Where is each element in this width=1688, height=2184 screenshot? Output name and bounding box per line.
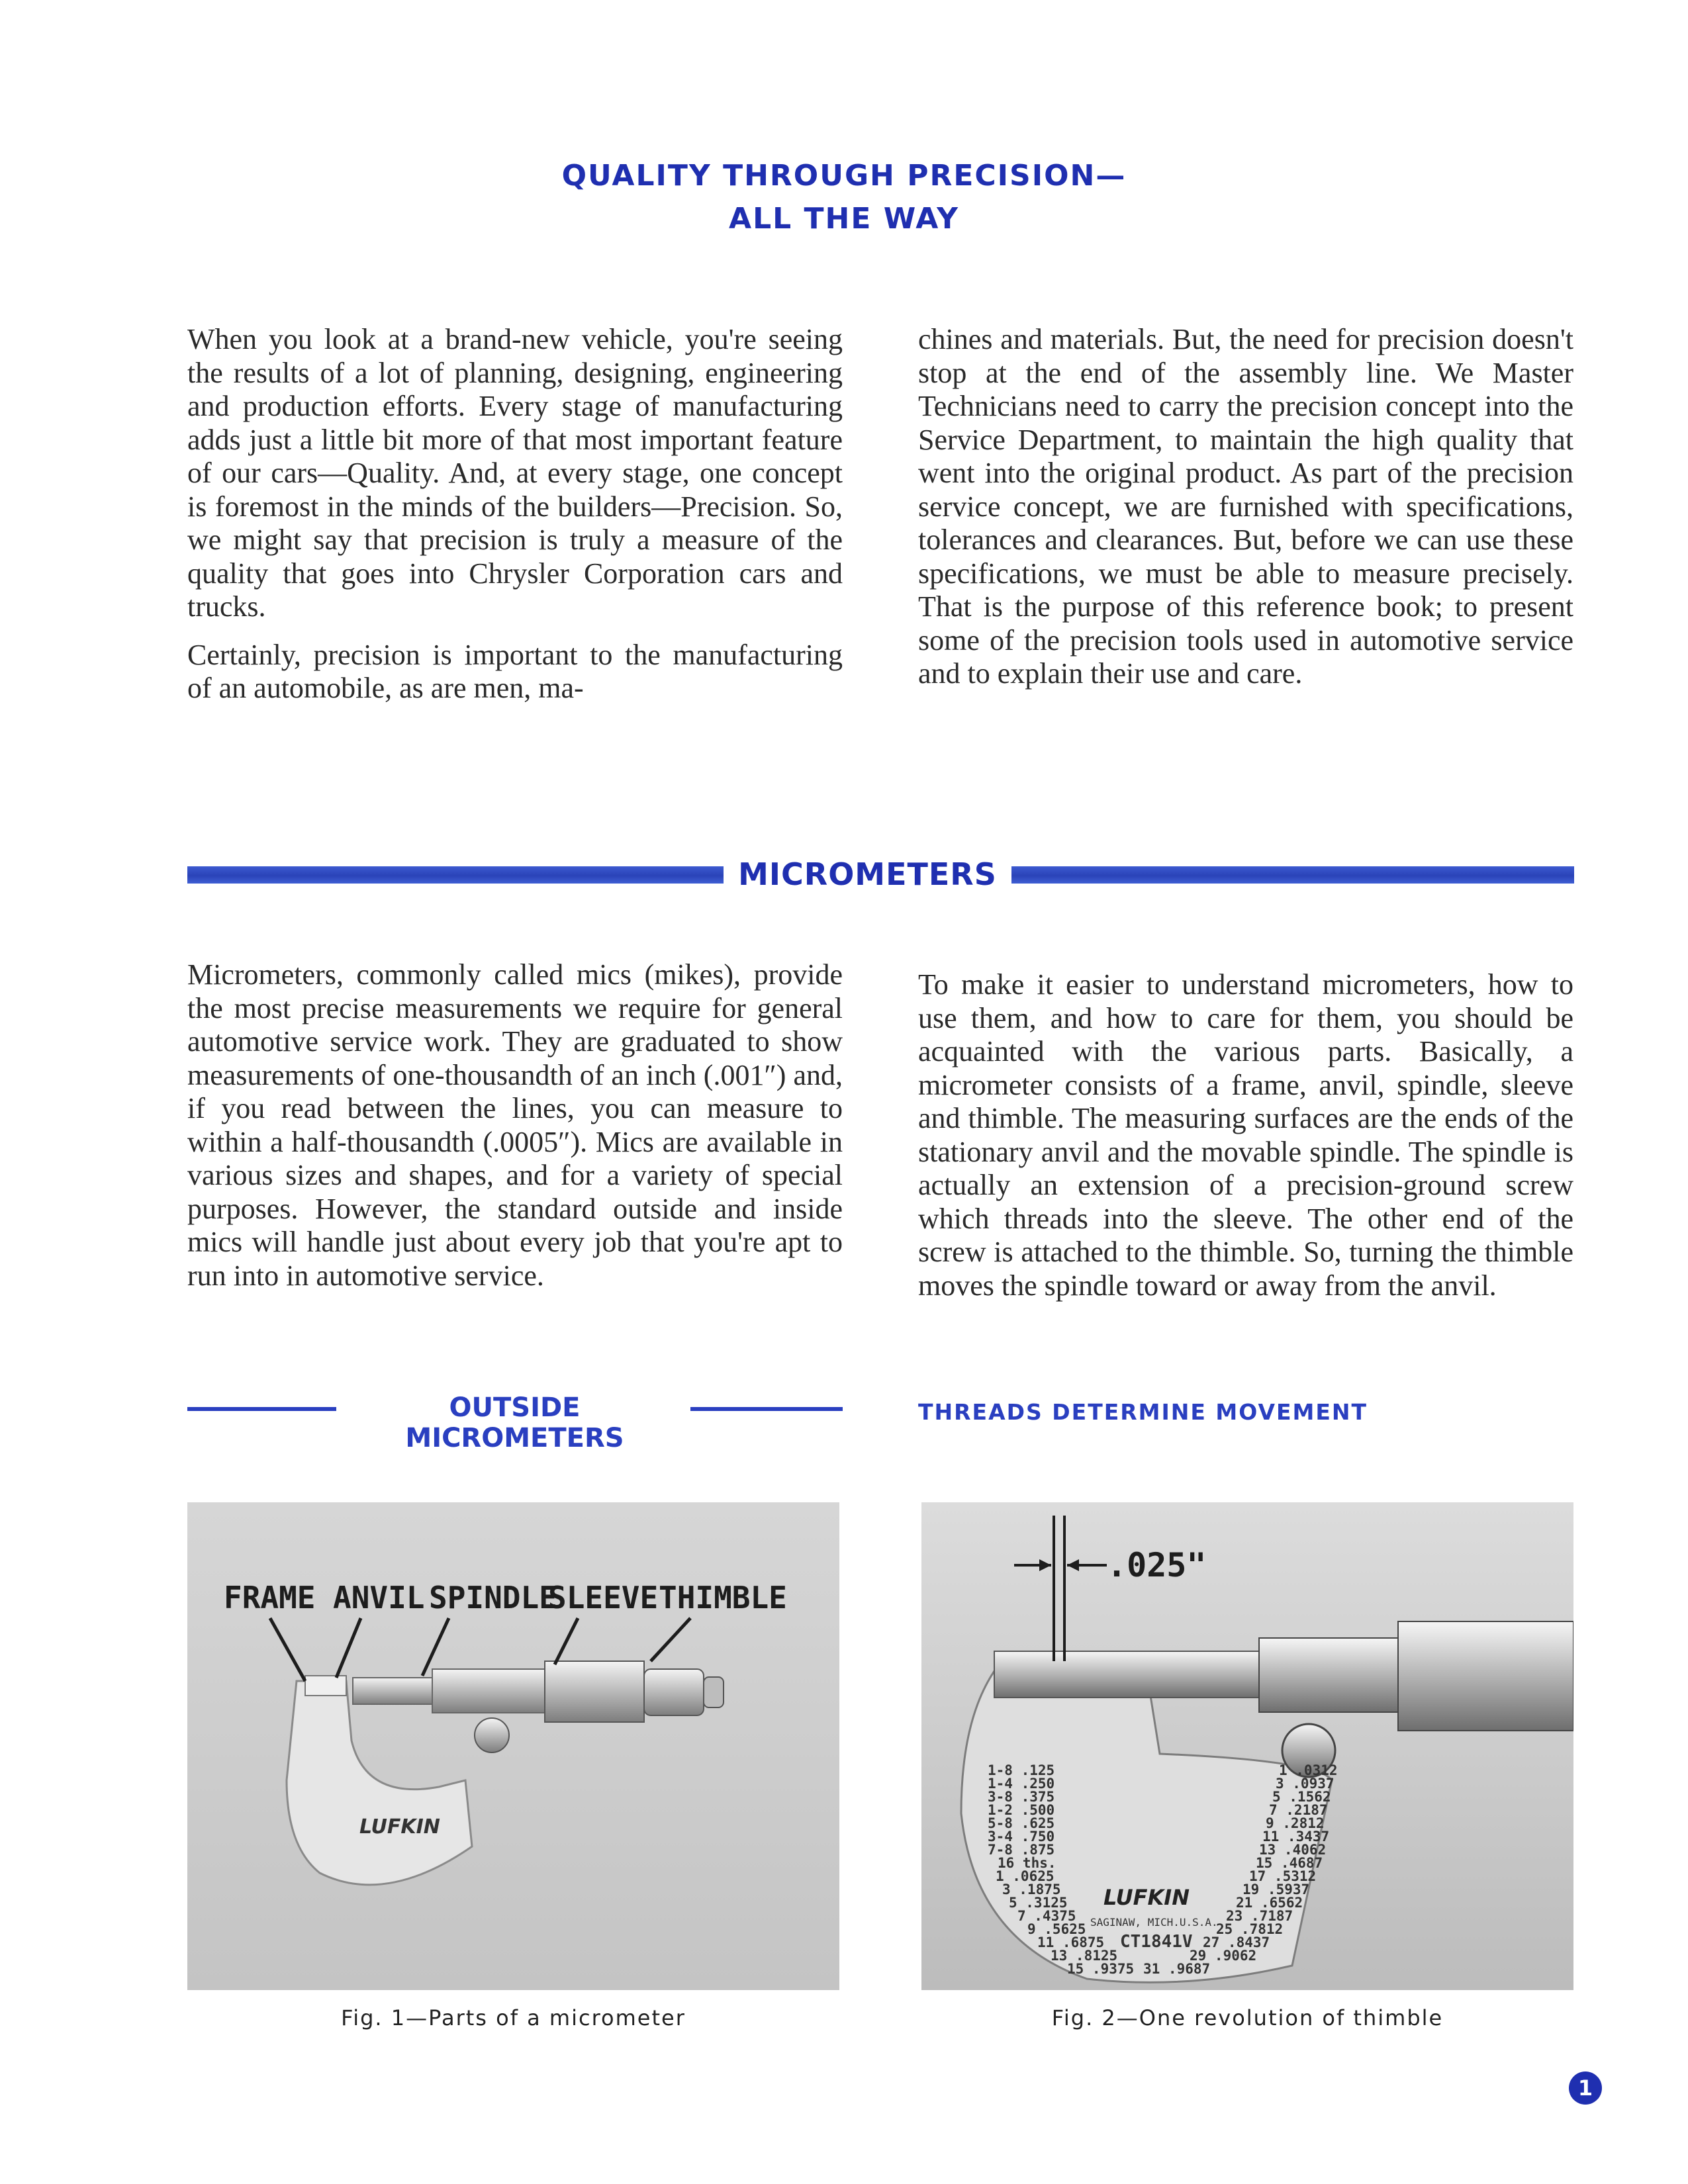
table-right-entry: 11 .3437 — [1262, 1829, 1330, 1844]
label-spindle: SPINDLE — [429, 1580, 557, 1615]
label-frame: FRAME — [224, 1580, 316, 1615]
fig1-brand: LUFKIN — [359, 1815, 440, 1839]
table-left-entry: 16 ths. — [998, 1855, 1056, 1871]
micrometer-illustration — [187, 1502, 839, 1990]
table-right-entry: 29 .9062 — [1190, 1948, 1257, 1964]
table-right-entry: 23 .7187 — [1226, 1908, 1293, 1924]
figure-2-caption: Fig. 2—One revolution of thimble — [1051, 2005, 1444, 2030]
table-left-entry: 3-4 .750 — [988, 1829, 1055, 1844]
intro-right-column — [918, 323, 1573, 705]
table-left-entry: 11 .6875 — [1037, 1934, 1105, 1950]
table-left-entry: 5 .3125 — [1009, 1895, 1068, 1911]
table-right-entry: 21 .6562 — [1236, 1895, 1303, 1911]
table-left-entry: 7-8 .875 — [988, 1842, 1055, 1858]
table-left-entry: 7 .4375 — [1017, 1908, 1076, 1924]
micrometer-closeup-illustration — [921, 1502, 1573, 1990]
subheading-outside-text: OUTSIDE MICROMETERS — [405, 1392, 624, 1453]
table-left-entry: 13 .8125 — [1051, 1948, 1118, 1964]
table-right-entry: 19 .5937 — [1243, 1882, 1310, 1897]
table-left-entry: 3 .1875 — [1002, 1882, 1061, 1897]
table-right-entry: 17 .5312 — [1249, 1868, 1317, 1884]
fig2-brand: LUFKIN — [1103, 1885, 1190, 1910]
table-left-entry: 1-8 .125 — [988, 1762, 1055, 1778]
table-right-entry: 13 .4062 — [1259, 1842, 1327, 1858]
page-number: 1 — [1569, 2071, 1602, 2105]
intro-left-column — [187, 323, 843, 720]
table-right-entry: 31 .9687 — [1143, 1961, 1211, 1977]
table-left-entry: 1-4 .250 — [988, 1776, 1055, 1792]
table-left-entry: 1 .0625 — [996, 1868, 1055, 1884]
subheading-outside-micrometers — [187, 1391, 843, 1453]
subheading-rule-right — [690, 1407, 843, 1411]
table-right-entry: 15 .4687 — [1256, 1855, 1323, 1871]
page-title-line2: ALL THE WAY — [729, 202, 959, 236]
figure-1-photo — [187, 1502, 839, 1990]
micrometers-paragraph-2: To make it easier to understand micrometers, how to use them, and how to care for them, you should be acquainted with the various parts. Basically, a micrometer consists of a frame, anvil, spindle, sleeve and thimble. The measuring surfaces are the ends of the stationary anvil and the movable spindle. The spindle is actually an extension of a precision-ground screw which threads into the sleeve. The other end of the screw is attached to the thimble. So, turning the thimble moves the spindle toward or away from the anvil. — [918, 968, 1573, 1302]
dimension-label: .025" — [1107, 1546, 1207, 1584]
section-heading: MICROMETERS — [738, 856, 997, 892]
page-title: QUALITY THROUGH PRECISION— — [561, 159, 1127, 193]
table-right-entry: 27 .8437 — [1203, 1934, 1270, 1950]
table-right-entry: 9 .2812 — [1266, 1815, 1325, 1831]
table-right-entry: 7 .2187 — [1269, 1802, 1328, 1818]
intro-paragraph-3: chines and materials. But, the need for precision doesn't stop at the end of the assembly line. We Master Technicians need to carry the precision concept into the Service Department, to maintain the high quality that went into the original product. As part of the precision service concept, we are furnished with specifications, tolerances and clearances. But, before we can use these specifications, we must be able to measure precisely. That is the purpose of this reference book; to present some of the precision tools used in automotive service and to explain their use and care. — [918, 323, 1573, 690]
table-right-entry: 1 .0312 — [1279, 1762, 1338, 1778]
intro-paragraph-2: Certainly, precision is important to the manufacturing of an automobile, as are men, ma- — [187, 638, 843, 704]
table-left-entry: 3-8 .375 — [988, 1789, 1055, 1805]
figure-2-photo — [921, 1502, 1573, 1990]
table-right-entry: 3 .0937 — [1276, 1776, 1335, 1792]
table-left-entry: 15 .9375 — [1067, 1961, 1135, 1977]
heading-rule-left — [187, 866, 724, 884]
table-right-entry: 5 .1562 — [1272, 1789, 1331, 1805]
table-left-entry: 5-8 .625 — [988, 1815, 1055, 1831]
table-right-entry: 25 .7812 — [1216, 1921, 1284, 1937]
subheading-threads: THREADS DETERMINE MOVEMENT — [918, 1399, 1368, 1425]
figure-1-caption: Fig. 1—Parts of a micrometer — [341, 2005, 686, 2030]
fig2-model: CT1841V — [1120, 1932, 1193, 1952]
fig2-origin: SAGINAW, MICH.U.S.A. — [1090, 1916, 1218, 1929]
table-left-entry: 9 .5625 — [1027, 1921, 1086, 1937]
micrometers-right-column — [918, 968, 1573, 1317]
label-anvil: ANVIL — [333, 1580, 425, 1615]
subheading-rule-left — [187, 1407, 336, 1411]
table-left-entry: 1-2 .500 — [988, 1802, 1055, 1818]
label-thimble: THIMBLE — [659, 1580, 787, 1615]
micrometers-paragraph-1: Micrometers, commonly called mics (mikes), provide the most precise measurements we require for general automotive service work. They are graduated to show measurements of one-thousandth of an inch (.001″) and, if you read between the lines, you can measure to within a half-thousandth (.0005″). Mics are available in various sizes and shapes, and for a variety of special purposes. However, the standard outside and inside mics will handle just about every job that you're apt to run into in automotive service. — [187, 958, 843, 1292]
heading-rule-right — [1011, 866, 1574, 884]
section-heading-band — [187, 856, 1574, 892]
label-sleeve: SLEEVE — [548, 1580, 659, 1615]
intro-paragraph-1: When you look at a brand-new vehicle, you're seeing the results of a lot of planning, designing, engineering and production efforts. Every stage of manufacturing adds just a little bit more of that most important feature of our cars—Quality. And, at every stage, one concept is foremost in the minds of the builders—Precision. So, we might say that precision is truly a measure of the quality that goes into Chrysler Corporation cars and trucks. — [187, 323, 843, 623]
micrometers-left-column — [187, 958, 843, 1307]
